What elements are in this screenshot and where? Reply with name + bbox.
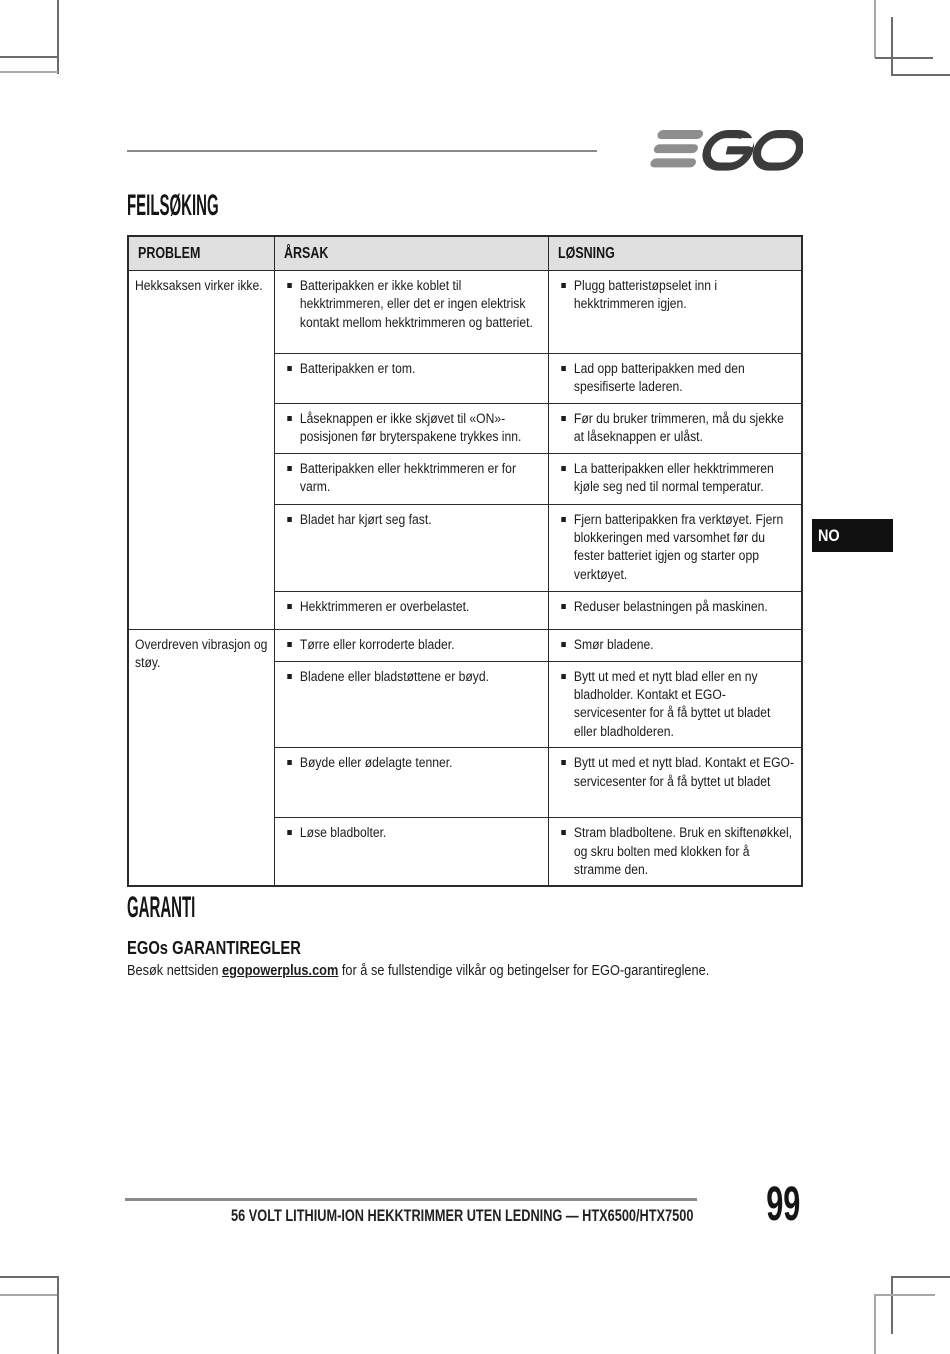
cause-text: Bladet har kjørt seg fast. xyxy=(299,511,432,527)
column-header-problem: PROBLEM xyxy=(128,236,274,271)
solution-cell xyxy=(548,404,802,454)
solution-cell xyxy=(548,453,802,504)
problem-cell: Hekksaksen virker ikke. xyxy=(128,271,274,630)
table-row xyxy=(128,271,802,354)
bullet-icon xyxy=(561,416,566,421)
bullet-icon xyxy=(287,674,292,679)
cause-text: Hekktrimmeren er overbelastet. xyxy=(299,598,469,614)
crop-mark-line xyxy=(0,1294,58,1296)
solution-text: Smør bladene. xyxy=(573,636,654,652)
bullet-icon xyxy=(561,466,566,471)
solution-cell xyxy=(548,748,802,818)
header-rule xyxy=(127,150,597,152)
cause-cell xyxy=(274,404,548,454)
logo-g-bar xyxy=(726,146,751,154)
solution-text: Fjern batteripakken fra verktøyet. Fjern blokkeringen med varsomhet før du fester batteriet igjen og starter opp verktøyet. xyxy=(573,511,783,582)
solution-text: La batteripakken eller hekktrimmeren kjøle seg ned til normal temperatur. xyxy=(573,460,774,495)
bullet-icon xyxy=(561,674,566,679)
logo-e-bar xyxy=(653,144,699,153)
cause-text: Batteripakken eller hekktrimmeren er for varm. xyxy=(299,460,516,495)
cause-text: Batteripakken er ikke koblet til hekktrimmeren, eller det er ingen elektrisk kontakt mellom hekktrimmeren og batteriet. xyxy=(299,278,533,330)
bullet-icon xyxy=(287,642,292,647)
cause-text: Bladene eller bladstøttene er bøyd. xyxy=(299,668,489,684)
problem-cell: Overdreven vibrasjon og støy. xyxy=(128,629,274,886)
column-header-solution: LØSNING xyxy=(548,236,802,271)
solution-text: Stram bladboltene. Bruk en skiftenøkkel, og skru bolten med klokken for å stramme den. xyxy=(573,825,792,877)
warranty-text-prefix: Besøk nettsiden xyxy=(127,963,223,979)
crop-mark-line xyxy=(0,1276,58,1278)
cause-cell xyxy=(274,354,548,404)
bullet-icon xyxy=(561,760,566,765)
cause-cell xyxy=(274,748,548,818)
bullet-icon xyxy=(287,517,292,522)
warranty-body xyxy=(127,963,709,979)
solution-cell xyxy=(548,354,802,404)
crop-mark-line xyxy=(891,74,950,76)
footer-text: 56 VOLT LITHIUM-ION HEKKTRIMMER UTEN LEDNING — HTX6500/HTX7500 xyxy=(230,1206,694,1225)
solution-text: Bytt ut med et nytt blad. Kontakt et EGO-servicesenter for å få byttet ut bladet xyxy=(573,755,794,789)
solution-cell xyxy=(548,661,802,747)
footer-rule xyxy=(125,1198,697,1201)
solution-cell xyxy=(548,271,802,354)
bullet-icon xyxy=(287,466,292,471)
crop-mark-line xyxy=(57,0,59,74)
cause-cell xyxy=(274,504,548,591)
bullet-icon xyxy=(561,283,566,288)
cause-text: Løse bladbolter. xyxy=(299,825,386,841)
cause-cell xyxy=(274,629,548,661)
cause-cell xyxy=(274,453,548,504)
warranty-title: GARANTI xyxy=(127,891,196,924)
crop-mark-line xyxy=(874,1294,935,1296)
solution-cell xyxy=(548,629,802,661)
cause-text: Låseknappen er ikke skjøvet til «ON»-posisjonen før bryterspakene trykkes inn. xyxy=(299,411,521,445)
crop-mark-line xyxy=(891,1276,893,1334)
warranty-subtitle: EGOs GARANTIREGLER xyxy=(127,938,301,958)
cause-cell xyxy=(274,661,548,747)
warranty-site-link[interactable]: egopowerplus.com xyxy=(222,963,339,979)
table-row xyxy=(128,629,802,661)
crop-mark-line xyxy=(0,71,58,73)
language-tab-label: NO xyxy=(817,525,840,545)
bullet-icon xyxy=(287,366,292,371)
cause-cell xyxy=(274,591,548,629)
bullet-icon xyxy=(287,760,292,765)
logo-e-bar xyxy=(656,130,704,139)
page-number: 99 xyxy=(765,1178,800,1231)
table-header-row xyxy=(128,236,802,271)
bullet-icon xyxy=(287,604,292,609)
bullet-icon xyxy=(287,416,292,421)
solution-text: Før du bruker trimmeren, må du sjekke at låseknappen er ulåst. xyxy=(573,411,784,445)
solution-cell xyxy=(548,591,802,629)
bullet-icon xyxy=(561,604,566,609)
solution-text: Plugg batteristøpselet inn i hekktrimmeren igjen. xyxy=(573,278,717,312)
troubleshooting-table xyxy=(127,235,803,887)
ego-logo xyxy=(623,127,803,172)
bullet-icon xyxy=(561,642,566,647)
troubleshooting-title: FEILSØKING xyxy=(127,189,219,222)
bullet-icon xyxy=(287,830,292,835)
solution-text: Bytt ut med et nytt blad eller en ny bladholder. Kontakt et EGO-servicesenter for å få byttet ut bladet eller bladholderen. xyxy=(573,668,770,739)
bullet-icon xyxy=(561,517,566,522)
crop-mark-line xyxy=(874,0,876,58)
cause-text: Tørre eller korroderte blader. xyxy=(299,636,455,652)
cause-text: Batteripakken er tom. xyxy=(299,361,415,376)
crop-mark-line xyxy=(57,1276,59,1354)
column-header-cause: ÅRSAK xyxy=(274,236,548,271)
cause-text: Bøyde eller ødelagte tenner. xyxy=(299,755,453,771)
solution-cell xyxy=(548,504,802,591)
logo-g-gap xyxy=(739,138,755,147)
warranty-text-suffix: for å se fullstendige vilkår og betingelser for EGO-garantireglene. xyxy=(338,963,710,979)
logo-e-bar xyxy=(649,158,697,167)
cause-cell xyxy=(274,818,548,887)
crop-mark-line xyxy=(875,57,933,59)
crop-mark-line xyxy=(874,1294,876,1354)
language-tab xyxy=(812,519,893,552)
crop-mark-line xyxy=(891,17,893,76)
crop-mark-line xyxy=(891,1276,950,1278)
solution-cell xyxy=(548,818,802,887)
bullet-icon xyxy=(561,830,566,835)
bullet-icon xyxy=(287,283,292,288)
solution-text: Reduser belastningen på maskinen. xyxy=(573,598,768,614)
crop-mark-line xyxy=(0,56,58,58)
solution-text: Lad opp batteripakken med den spesifiserte laderen. xyxy=(573,361,745,395)
cause-cell xyxy=(274,271,548,354)
bullet-icon xyxy=(561,366,566,371)
logo-o xyxy=(753,134,803,166)
